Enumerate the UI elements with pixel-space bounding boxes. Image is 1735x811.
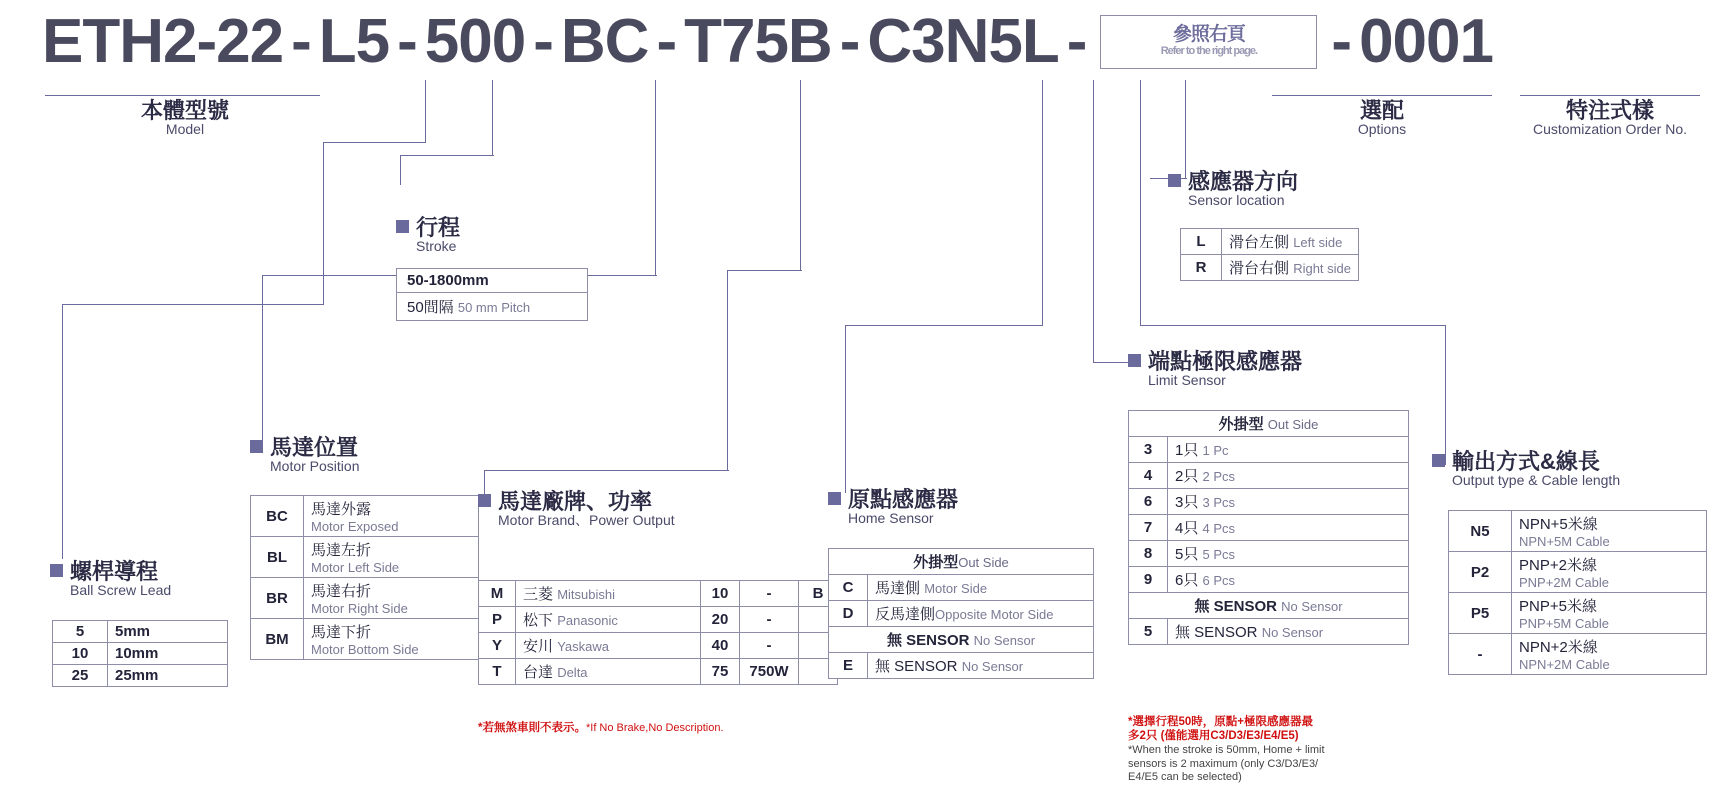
table-row: Y 安川 Yaskawa 40 - bbox=[479, 633, 838, 659]
callout-limit-sensor bbox=[1128, 350, 1302, 388]
callout-limit-sensor-en: Limit Sensor bbox=[1148, 372, 1226, 389]
leader-hs-v2 bbox=[845, 325, 846, 493]
callout-motor-brand bbox=[478, 490, 675, 528]
callout-motor-brand-en: Motor Brand、Power Output bbox=[498, 512, 675, 529]
bullet-square-icon bbox=[828, 492, 841, 505]
rule-options bbox=[1272, 95, 1492, 96]
table-row: P5 PNP+5米線 PNP+5M Cable bbox=[1449, 593, 1707, 634]
table-row: 5 無 SENSOR No Sensor bbox=[1129, 619, 1409, 645]
leader-ls-v1 bbox=[1093, 80, 1094, 362]
callout-output-type-en: Output type & Cable length bbox=[1452, 472, 1621, 489]
row-value: 滑台左側 Left side bbox=[1222, 229, 1359, 255]
bullet-square-icon bbox=[1432, 454, 1445, 467]
table-row: 25 25mm bbox=[53, 665, 228, 687]
callout-home-sensor-zh: 原點感應器 bbox=[848, 487, 959, 512]
table-row bbox=[1181, 229, 1359, 255]
table-row: 無 SENSOR No Sensor bbox=[1129, 593, 1409, 619]
table-row: 8 5只 5 Pcs bbox=[1129, 541, 1409, 567]
dash-5: - bbox=[839, 7, 860, 76]
callout-options-en: Options bbox=[1357, 121, 1407, 138]
row-key: L bbox=[1181, 229, 1222, 255]
leader-mb-v2 bbox=[727, 270, 728, 470]
stroke-table bbox=[396, 268, 588, 321]
leader-ot-v2 bbox=[1445, 325, 1446, 465]
home-header-en: Out Side bbox=[958, 555, 1009, 570]
table-row: - NPN+2米線 NPN+2M Cable bbox=[1449, 634, 1707, 675]
bullet-square-icon bbox=[1168, 174, 1181, 187]
callout-motor-position-zh: 馬達位置 bbox=[270, 435, 359, 460]
table-row bbox=[1181, 255, 1359, 281]
callout-output-type-zh: 輸出方式&線長 bbox=[1452, 449, 1600, 474]
stroke-pitch-en: 50 mm Pitch bbox=[457, 300, 531, 315]
table-row: C 馬達側 Motor Side bbox=[829, 575, 1094, 601]
leader-lead-v2 bbox=[323, 142, 324, 304]
limit-sensor-table bbox=[1128, 410, 1409, 645]
segment-stroke: 500 bbox=[424, 7, 526, 76]
dash-4: - bbox=[656, 7, 677, 76]
output-type-table bbox=[1448, 510, 1707, 675]
home-header-zh: 外掛型 bbox=[913, 554, 959, 571]
leader-lead-h2 bbox=[62, 304, 324, 305]
leader-mb-h1 bbox=[727, 270, 802, 271]
options-box-en: Refer to the right page. bbox=[1160, 44, 1258, 57]
stroke-pitch-zh: 50間隔 bbox=[407, 299, 454, 316]
bullet-square-icon bbox=[478, 494, 491, 507]
callout-sensor-location-en: Sensor location bbox=[1188, 192, 1285, 209]
home-sensor-table bbox=[828, 548, 1094, 679]
callout-ball-screw-lead bbox=[50, 560, 171, 598]
table-row: N5 NPN+5米線 NPN+5M Cable bbox=[1449, 511, 1707, 552]
table-row bbox=[397, 269, 588, 293]
callout-home-sensor-en: Home Sensor bbox=[848, 510, 934, 527]
callout-options bbox=[1272, 99, 1492, 137]
dash-2: - bbox=[397, 7, 417, 76]
leader-stroke-v1 bbox=[492, 80, 493, 155]
options-input-box[interactable] bbox=[1100, 15, 1317, 69]
callout-motor-position-en: Motor Position bbox=[270, 458, 360, 475]
callout-ball-screw-lead-en: Ball Screw Lead bbox=[70, 582, 172, 599]
callout-stroke-zh: 行程 bbox=[416, 215, 461, 240]
stroke-range: 50-1800mm bbox=[397, 269, 588, 293]
row-key: R bbox=[1181, 255, 1222, 281]
callout-stroke-en: Stroke bbox=[416, 238, 457, 255]
limit-sensor-note: *選擇行程50時，原點+極限感應器最 多2只 (僅能選用C3/D3/E3/E4/E5) *When the stroke is 50mm, Home + limit sensors is 2 maximum (only C3/D3/E3/ E4/E5 can be selected) bbox=[1128, 716, 1325, 784]
leader-ot-h1 bbox=[1140, 325, 1445, 326]
callout-limit-sensor-zh: 端點極限感應器 bbox=[1148, 349, 1303, 374]
callout-custom-en: Customization Order No. bbox=[1532, 121, 1688, 138]
dash-3: - bbox=[533, 7, 553, 76]
ball-screw-lead-table bbox=[52, 620, 228, 687]
callout-options-zh: 選配 bbox=[1359, 98, 1404, 123]
callout-stroke bbox=[396, 216, 460, 254]
leader-mp-v2 bbox=[262, 275, 263, 440]
table-row: 5 5mm bbox=[53, 621, 228, 643]
callout-output-type bbox=[1432, 450, 1620, 488]
leader-mp-v1 bbox=[655, 80, 656, 275]
table-row-header bbox=[1129, 411, 1409, 437]
segment-lead: L5 bbox=[318, 7, 390, 76]
segment-model: ETH2-22 bbox=[42, 7, 284, 76]
callout-ball-screw-lead-zh: 螺桿導程 bbox=[70, 559, 159, 584]
table-row: BL 馬達左折 Motor Left Side bbox=[251, 537, 479, 578]
leader-hs-v1 bbox=[1042, 80, 1043, 325]
leader-mb-v1 bbox=[800, 80, 801, 270]
segment-sensors: C3N5L bbox=[867, 7, 1059, 76]
table-row: 4 2只 2 Pcs bbox=[1129, 463, 1409, 489]
segment-custom: 0001 bbox=[1359, 7, 1493, 76]
table-row: 無 SENSOR No Sensor bbox=[829, 627, 1094, 653]
table-row-header bbox=[829, 549, 1094, 575]
table-row: D 反馬達側Opposite Motor Side bbox=[829, 601, 1094, 627]
callout-model-en: Model bbox=[165, 121, 205, 138]
callout-motor-brand-zh: 馬達廠牌、功率 bbox=[498, 489, 653, 514]
callout-home-sensor bbox=[828, 488, 958, 526]
row-value: 滑台右側 Right side bbox=[1222, 255, 1359, 281]
table-row: 3 1只 1 Pc bbox=[1129, 437, 1409, 463]
options-box-zh: 參照右頁 bbox=[1172, 23, 1245, 45]
table-row: T 台達 Delta 75 750W bbox=[479, 659, 838, 685]
leader-sl-v1 bbox=[1185, 80, 1186, 178]
segment-motor-brand: T75B bbox=[684, 7, 832, 76]
bullet-square-icon bbox=[396, 220, 409, 233]
table-row: M 三菱 Mitsubishi 10 - B bbox=[479, 581, 838, 607]
leader-stroke-v2 bbox=[400, 155, 401, 185]
table-row bbox=[397, 293, 588, 321]
table-row: P2 PNP+2米線 PNP+2M Cable bbox=[1449, 552, 1707, 593]
callout-motor-position bbox=[250, 436, 359, 474]
limit-header-en: Out Side bbox=[1267, 417, 1319, 432]
leader-lead-v1 bbox=[425, 80, 426, 142]
limit-header-zh: 外掛型 bbox=[1218, 416, 1264, 433]
leader-stroke-h1 bbox=[400, 155, 494, 156]
callout-custom bbox=[1500, 99, 1720, 137]
motor-position-table bbox=[250, 495, 479, 660]
bullet-square-icon bbox=[1128, 354, 1141, 367]
rule-custom bbox=[1520, 95, 1700, 96]
part-number-string bbox=[40, 6, 1495, 77]
motor-brand-note: *若無煞車則不表示。*If No Brake,No Description. bbox=[478, 722, 724, 734]
table-row: P 松下 Panasonic 20 - bbox=[479, 607, 838, 633]
leader-lead-h1 bbox=[323, 142, 426, 143]
leader-ls-h1 bbox=[1093, 362, 1128, 363]
table-row: 10 10mm bbox=[53, 643, 228, 665]
bullet-square-icon bbox=[250, 440, 263, 453]
table-row: E 無 SENSOR No Sensor bbox=[829, 653, 1094, 679]
rule-model bbox=[45, 95, 320, 96]
table-row: 9 6只 6 Pcs bbox=[1129, 567, 1409, 593]
leader-ot-v1 bbox=[1140, 80, 1141, 325]
leader-lead-v3 bbox=[62, 304, 63, 559]
sensor-location-table bbox=[1180, 228, 1359, 281]
leader-mb-h2 bbox=[484, 470, 729, 471]
callout-model-zh: 本體型號 bbox=[140, 98, 229, 123]
table-row: BR 馬達右折 Motor Right Side bbox=[251, 578, 479, 619]
bullet-square-icon bbox=[50, 564, 63, 577]
table-row: BC 馬達外露 Motor Exposed bbox=[251, 496, 479, 537]
dash-6: - bbox=[1066, 7, 1087, 76]
dash-7: - bbox=[1331, 7, 1352, 76]
motor-brand-table bbox=[478, 580, 838, 685]
callout-sensor-location bbox=[1168, 170, 1298, 208]
table-row: 6 3只 3 Pcs bbox=[1129, 489, 1409, 515]
callout-sensor-location-zh: 感應器方向 bbox=[1188, 169, 1299, 194]
segment-motor-position: BC bbox=[560, 7, 649, 76]
callout-model bbox=[70, 99, 300, 137]
table-row: 7 4只 4 Pcs bbox=[1129, 515, 1409, 541]
table-row: BM 馬達下折 Motor Bottom Side bbox=[251, 619, 479, 660]
leader-hs-h1 bbox=[845, 325, 1043, 326]
callout-custom-zh: 特注式樣 bbox=[1565, 98, 1654, 123]
dash-1: - bbox=[291, 7, 311, 76]
